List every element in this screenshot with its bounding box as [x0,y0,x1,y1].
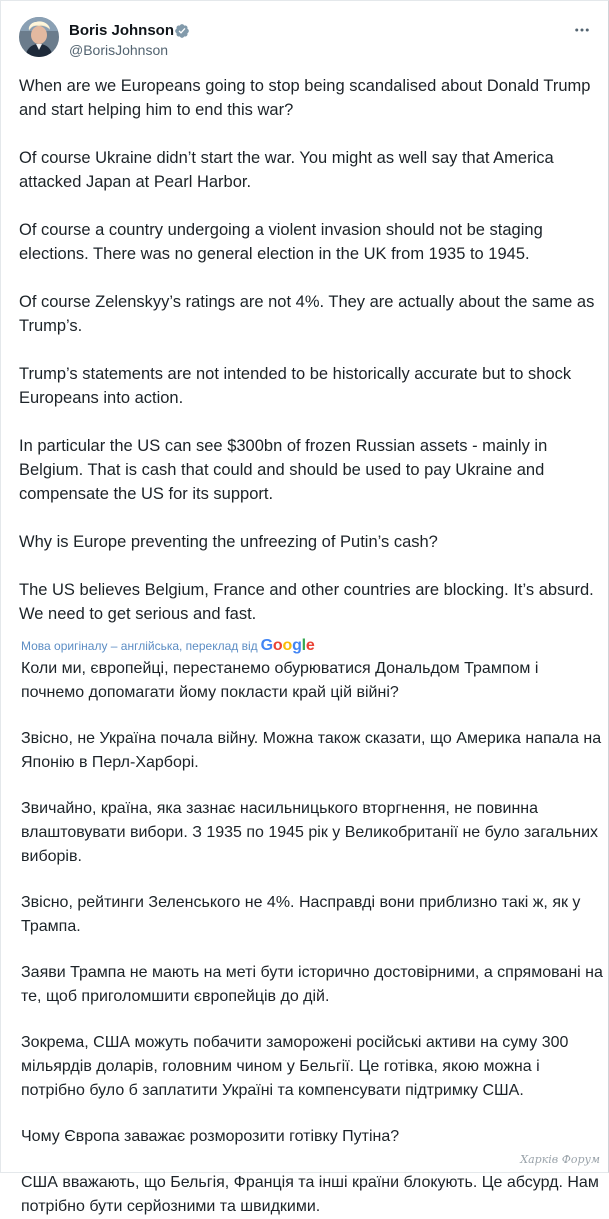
watermark: Харків Форум [520,1153,600,1166]
translated-paragraph: Звичайно, країна, яка зазнає насильницького вторгнення, не повинна влаштовувати вибори. З 1935 по 1945 рік у Великобританії не було загальних виборів. [21,800,599,865]
tweet-paragraph: Trump’s statements are not intended to be historically accurate but to shock Europeans into action. [19,365,572,407]
translation-attribution[interactable] [21,637,315,655]
tweet-text [19,74,599,626]
google-logo: Google [260,637,315,654]
translated-paragraph: США вважають, що Бельгія, Франція та інші країни блокують. Це абсурд. Нам потрібно бути серйозними та швидкими. [21,1174,599,1215]
translated-paragraph: Заяви Трампа не мають на меті бути історично достовірними, а спрямовані на те, щоб приголомшити європейців до дій. [21,964,603,1005]
translated-text [21,657,603,1219]
tweet-paragraph: Why is Europe preventing the unfreezing of Putin’s cash? [19,533,438,551]
tweet-paragraph: Of course Ukraine didn’t start the war. You might as well say that America attacked Japan at Pearl Harbor. [19,149,554,191]
more-options-icon[interactable] [573,21,591,39]
tweet-header [19,15,593,63]
translated-paragraph: Чому Європа заважає розморозити готівку Путіна? [21,1128,400,1145]
translated-paragraph: Коли ми, європейці, перестанемо обурюватися Дональдом Трампом і почнемо допомагати йому покласти край цій війні? [21,660,539,701]
tweet-paragraph: Of course Zelenskyy’s ratings are not 4%. They are actually about the same as Trump’s. [19,293,595,335]
author-avatar[interactable] [19,17,59,57]
translated-paragraph: Звісно, не Україна почала війну. Можна також сказати, що Америка напала на Японію в Перл-Харборі. [21,730,602,771]
tweet-paragraph: In particular the US can see $300bn of frozen Russian assets - mainly in Belgium. That is cash that could and should be used to pay Ukraine and compensate the US for its support. [19,437,548,503]
tweet-paragraph: Of course a country undergoing a violent invasion should not be staging elections. There was no general election in the UK from 1935 to 1945. [19,221,543,263]
translated-paragraph: Зокрема, США можуть побачити заморожені російські активи на суму 300 мільярдів доларів, головним чином у Бельгії. Це готівка, якою можна і потрібно було б заплатити Україні та компенсувати підтримку США. [21,1034,569,1099]
verified-badge-icon [174,23,190,39]
translated-paragraph: Звісно, рейтинги Зеленського не 4%. Насправді вони приблизно такі ж, як у Трампа. [21,894,581,935]
translation-attribution-text: Мова оригіналу – англійська, переклад від [21,639,258,653]
tweet-paragraph: The US believes Belgium, France and other countries are blocking. It’s absurd. We need to get serious and fast. [19,581,594,623]
tweet-paragraph: When are we Europeans going to stop being scandalised about Donald Trump and start helping him to end this war? [19,77,591,119]
author-handle[interactable]: @BorisJohnson [69,42,169,58]
avatar-image [19,17,59,57]
author-display-name[interactable]: Boris Johnson [69,22,175,39]
